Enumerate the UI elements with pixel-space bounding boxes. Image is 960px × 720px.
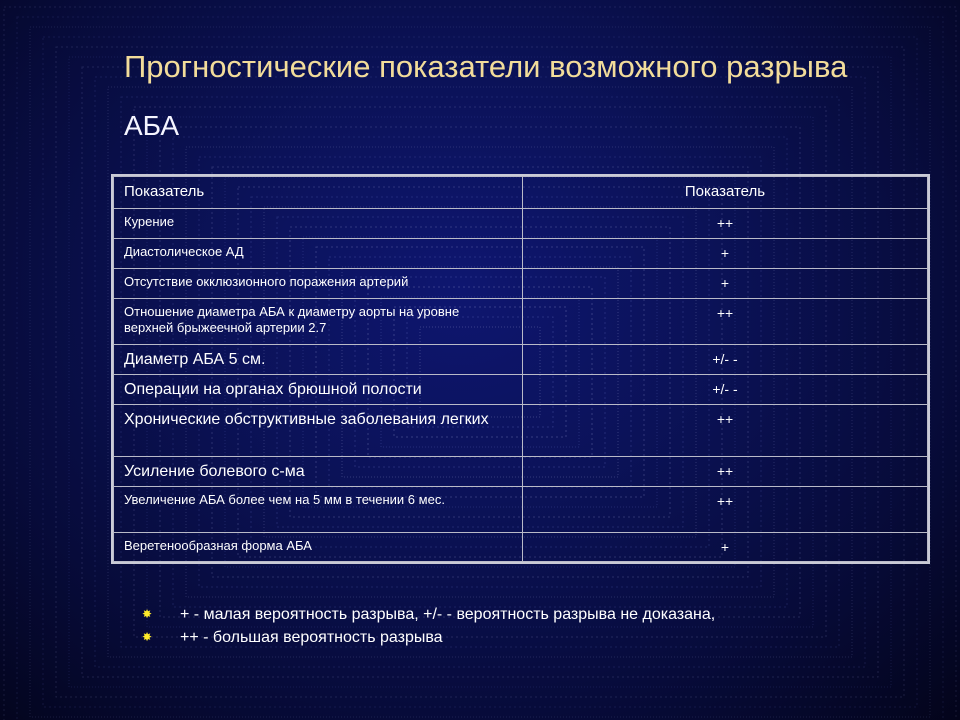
table-row [114, 405, 928, 457]
row-label: Усиление болевого с-ма [114, 457, 523, 487]
row-value: +/- - [523, 345, 928, 375]
legend-list [142, 603, 715, 649]
table-row [114, 487, 928, 533]
row-label: Хронические обструктивные заболевания легких [114, 405, 523, 457]
legend-item [142, 603, 715, 626]
slide-subtitle: АБА [124, 110, 180, 141]
table-row [114, 457, 928, 487]
row-value: ++ [523, 457, 928, 487]
bullet-icon: ✸ [142, 607, 153, 621]
row-value: + [523, 239, 928, 269]
row-label: Операции на органах брюшной полости [114, 375, 523, 405]
header-cell-value: Показатель [523, 177, 928, 209]
legend-item [142, 626, 715, 649]
row-value: ++ [523, 299, 928, 345]
header-cell-indicator: Показатель [114, 177, 523, 209]
legend-text: ++ - большая вероятность разрыва [180, 629, 443, 646]
table-row [114, 239, 928, 269]
row-label: Увеличение АБА более чем на 5 мм в течении 6 мес. [114, 487, 523, 533]
row-label: Курение [114, 209, 523, 239]
row-value: ++ [523, 405, 928, 457]
row-value: +/- - [523, 375, 928, 405]
row-label: Веретенообразная форма АБА [114, 533, 523, 562]
table-row [114, 269, 928, 299]
indicators-table [111, 174, 930, 564]
table-row [114, 209, 928, 239]
legend-text: + - малая вероятность разрыва, +/- - вероятность разрыва не доказана, [180, 606, 716, 623]
table-row [114, 345, 928, 375]
row-label: Диаметр АБА 5 см. [114, 345, 523, 375]
row-value: + [523, 269, 928, 299]
slide-title: Прогностические показатели возможного разрыва [124, 49, 848, 84]
table-header-row [114, 177, 928, 209]
row-label: Отношение диаметра АБА к диаметру аорты на уровне верхней брыжеечной артерии 2.7 [114, 299, 523, 345]
row-label: Диастолическое АД [114, 239, 523, 269]
row-label: Отсутствие окклюзионного поражения артерий [114, 269, 523, 299]
row-value: + [523, 533, 928, 562]
table-row [114, 299, 928, 345]
bullet-icon: ✸ [142, 630, 153, 644]
table-row [114, 533, 928, 562]
row-value: ++ [523, 487, 928, 533]
row-value: ++ [523, 209, 928, 239]
table-row [114, 375, 928, 405]
